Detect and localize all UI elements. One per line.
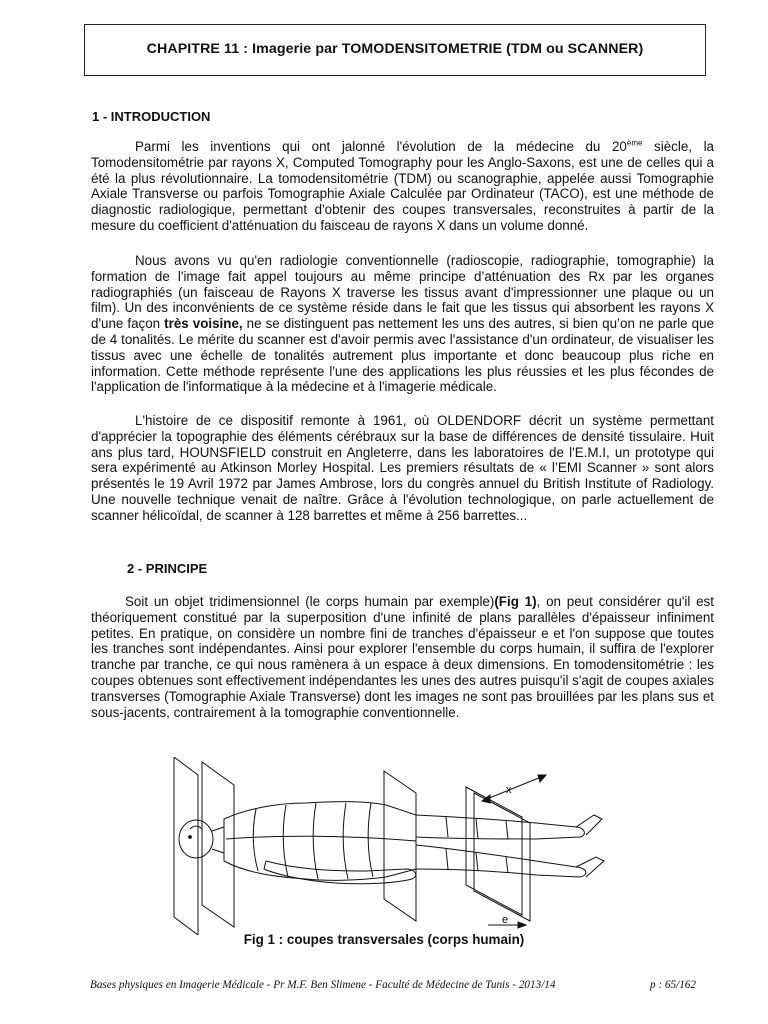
intro-paragraph-1: Parmi les inventions qui ont jalonné l'évolution de la médecine du 20ème siècle, la Tomodensitométrie par rayons X, Computed Tomography pour les Anglo-Saxons, est une de celles qui a été la plus révolutionnaire. La tomodensitométrie (TDM) ou scanographie, appelée aussi Tomographie Axiale Transverse ou parfois Tomographie Axiale Calculée par Ordinateur (TACO), est une méthode de diagnostic radiologique, permettant d'obtenir des coupes transversales, reconstruites à partir de la mesure du coefficient d'atténuation du faisceau de rayons X dans un volume donné. — [91, 138, 714, 233]
chapter-title: CHAPITRE 11 : Imagerie par TOMODENSITOMETRIE (TDM ou SCANNER) — [146, 41, 644, 57]
chapter-title-box — [84, 24, 706, 76]
dimension-x-label: x — [506, 784, 512, 796]
dimension-e-label: e — [502, 914, 509, 926]
slice-plane-1 — [174, 757, 198, 935]
page-number: p : 65/162 — [650, 979, 696, 991]
footer-text: Bases physiques en Imagerie Médicale - Pr M.F. Ben Slimene - Faculté de Médecine de Tunis - 2013/14 — [90, 979, 556, 991]
slice-plane-2 — [202, 762, 234, 927]
section-title-introduction: 1 - INTRODUCTION — [92, 109, 211, 124]
foot-upper — [576, 815, 602, 835]
leg-lower — [416, 845, 586, 877]
slice-plane-3 — [384, 771, 416, 921]
torso — [224, 802, 416, 881]
leg-upper — [416, 815, 584, 839]
figure-caption: Fig 1 : coupes transversales (corps humain) — [243, 932, 525, 947]
body-slices-figure — [166, 757, 616, 935]
intro-paragraph-2: Nous avons vu qu'en radiologie conventionnelle (radioscopie, radiographie, tomographie) la formation de l'image fait appel toujours au même principe d’atténuation des Rx par les organes radiographiés (un faisceau de Rayons X traverse les tissus avant d'impressionner une plaque ou un film). Un des inconvénients de ce système réside dans le fait que les tissus qui absorbent les rayons X d'une façon très voisine, ne se distinguent pas nettement les uns des autres, si bien qu’on ne parle que de 4 tonalités. Le mérite du scanner est d'avoir permis avec l'assistance d'un ordinateur, de visualiser les tissus avec une échelle de tonalités autrement plus importante et donc beaucoup plus riche en information. Cette méthode représente l'une des applications les plus réussies et les plus fécondes de l'application de l'informatique à la médecine et à l'imagerie médicale. — [91, 253, 715, 395]
principe-paragraph-1: Soit un objet tridimensionnel (le corps humain par exemple)(Fig 1), on peut considérer qu'il est théoriquement constitué par la superposition d'une infinité de plans parallèles d'épaisseur infiniment petites. En pratique, on considère un nombre fini de tranches d'épaisseur e et l'on suppose que toutes les tranches sont indépendantes. Ainsi pour explorer l'ensemble du corps humain, il suffira de l'explorer tranche par tranche, ce qui nous ramènera à un espace à deux dimensions. En tomodensitométrie : les coupes obtenues sont effectivement indépendantes les unes des autres puisqu'il s'agit de coupes axiales transverses (Tomographie Axiale Transverse) dont les images ne sont pas brouillées par les plans sus et sous-jacents, contrairement à la tomographie conventionnelle. — [91, 594, 714, 720]
intro-paragraph-3: L'histoire de ce dispositif remonte à 1961, où OLDENDORF décrit un système permettant d'apprécier la topographie des éléments cérébraux sur la base de différences de densité tissulaire. Huit ans plus tard, HOUNSFIELD construit en Angleterre, dans les laboratoires de l'E.M.I, un prototype qui sera expérimenté au Atkinson Morley Hospital. Les premiers résultats de « l’EMI Scanner » sont alors présentés le 19 Avril 1972 par James Ambrose, lors du congrès annuel du British Institute of Radiology. Une nouvelle technique venait de naître. Grâce à l'évolution technologique, on parle actuellement de scanner hélicoïdal, de scanner à 128 barrettes et même à 256 barrettes... — [91, 413, 714, 523]
section-title-principe: 2 - PRINCIPE — [127, 561, 208, 576]
